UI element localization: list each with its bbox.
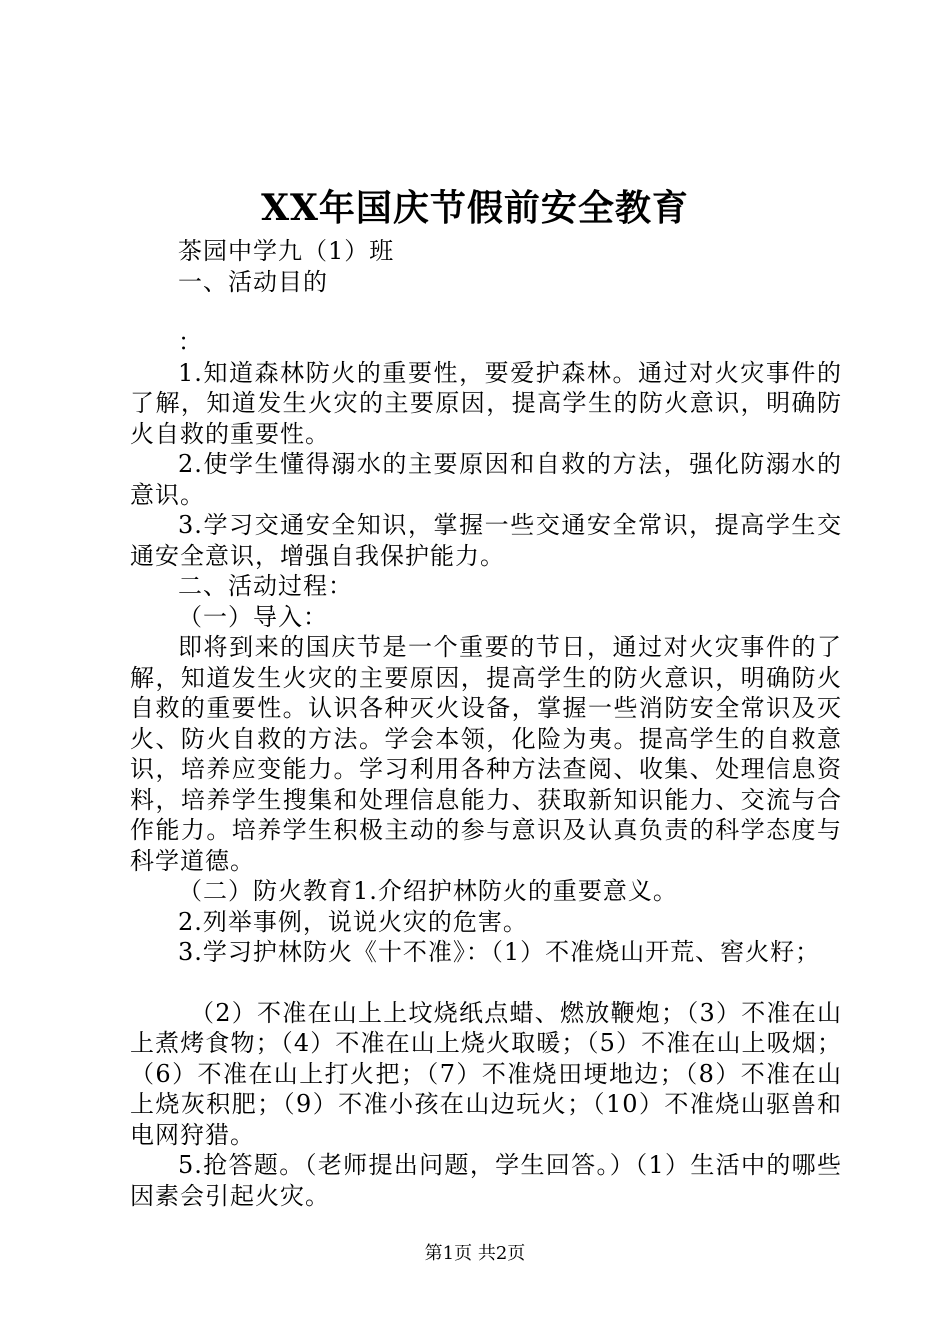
subsection-heading: （一）导入：: [178, 602, 328, 631]
page-footer: 第1页 共2页: [424, 1243, 526, 1264]
paragraph: 即将到来的国庆节是一个重要的节日，通过对火灾事件的了解，知道发生火灾的主要原因，提高学生的防火意识，明确防火自救的重要性。认识各种灭火设备，掌握一些消防安全常识及灭火、防火自救的方法。学会本领，化险为夷。提高学生的自救意识，培养应变能力。学习利用各种方法查阅、收集、处理信息资料，培养学生搜集和处理信息能力、获取新知识能力、交流与合作能力。培养学生积极主动的参与意识及认真负责的科学态度与科学道德。: [130, 633, 842, 875]
paragraph: 5.抢答题。（老师提出问题，学生回答。）（1）生活中的哪些因素会引起火灾。: [130, 1151, 842, 1210]
paragraph: 3.学习护林防火《十不准》：（1）不准烧山开荒、窖火籽；: [178, 938, 821, 966]
paragraph: ：: [178, 328, 203, 356]
document-body: [130, 236, 842, 1211]
paragraph: （二）防火教育1.介绍护林防火的重要意义。: [178, 877, 678, 905]
paragraph: 2.使学生懂得溺水的主要原因和自救的方法，强化防溺水的意识。: [130, 450, 842, 509]
section-heading-process: 二、活动过程：: [178, 572, 353, 600]
class-info: 茶园中学九（1）班: [178, 237, 395, 265]
paragraph: （2）不准在山上上坟烧纸点蜡、燃放鞭炮；（3）不准在山上煮烤食物；（4）不准在山上烧火取暖；（5）不准在山上吸烟；（6）不准在山上打火把；（7）不准烧田埂地边；（8）不准在山上烧灰积肥；（9）不准小孩在山边玩火；（10）不准烧山驱兽和电网狩猎。: [130, 998, 842, 1149]
paragraph: 2.列举事例，说说火灾的危害。: [178, 907, 528, 936]
section-heading-objectives: 一、活动目的: [178, 267, 328, 296]
page-title: XX年国庆节假前安全教育: [261, 187, 689, 229]
paragraph: 3.学习交通安全知识，掌握一些交通安全常识，提高学生交通安全意识，增强自我保护能力。: [130, 511, 842, 570]
paragraph: 1.知道森林防火的重要性，要爱护森林。通过对火灾事件的了解，知道发生火灾的主要原因，提高学生的防火意识，明确防火自救的重要性。: [130, 358, 842, 448]
